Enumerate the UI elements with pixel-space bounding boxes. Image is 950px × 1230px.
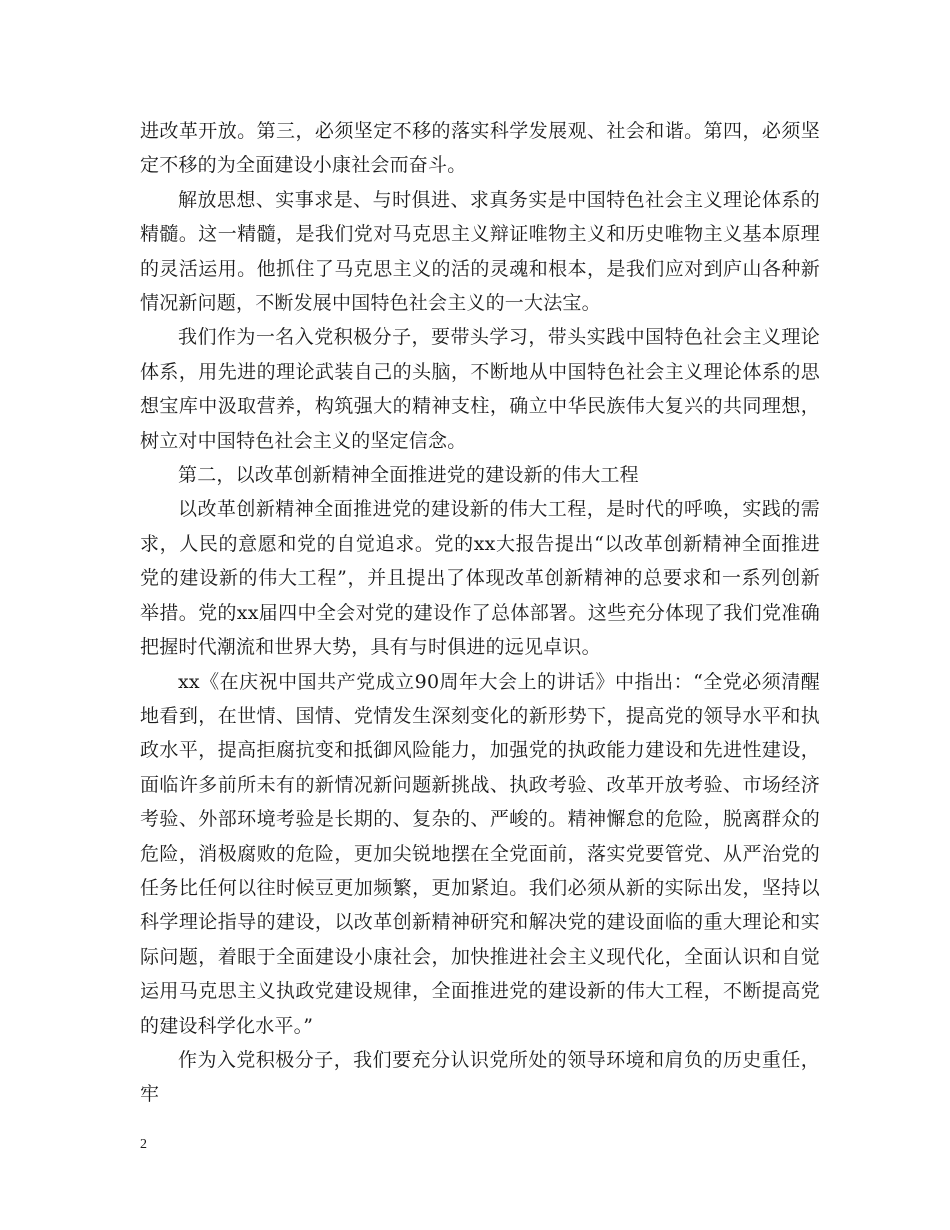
paragraph-5: xx《在庆祝中国共产党成立90周年大会上的讲话》中指出：“全党必须清醒地看到，在世情、国情、党情发生深刻变化的新形势下，提高党的领导水平和执政水平，提高拒腐抗变和抵御风险能力，加强党的执政能力建设和先进性建设，面临许多前所未有的新情况新问题新挑战、执政考验、改革开放考验、市场经济考验、外部环境考验是长期的、复杂的、严峻的。精神懈怠的危险，脱离群众的危险，消极腐败的危险，更加尖锐地摆在全党面前，落实党要管党、从严治党的任务比任何以往时候豆更加频繁，更加紧迫。我们必须从新的实际出发，坚持以科学理论指导的建设，以改革创新精神研究和解决党的建设面临的重大理论和实际问题，着眼于全面建设小康社会，加快推进社会主义现代化，全面认识和自觉运用马克思主义执政党建设规律，全面推进党的建设新的伟大工程，不断提高党的建设科学化水平。”: [140, 670, 820, 1037]
page-number: 2: [140, 1137, 147, 1152]
paragraph-4: 以改革创新精神全面推进党的建设新的伟大工程，是时代的呼唤，实践的需求，人民的意愿和党的自觉追求。党的xx大报告提出“以改革创新精神全面推进党的建设新的伟大工程”，并且提出了体现改革创新精神的总要求和一系列创新举措。党的xx届四中全会对党的建设作了总体部署。这些充分体现了我们党准确把握时代潮流和世界大势，具有与时俱进的远见卓识。: [140, 498, 820, 659]
paragraph-6: 作为入党积极分子，我们要充分认识党所处的领导环境和肩负的历史重任，牢: [140, 1048, 820, 1106]
paragraph-1: 进改革开放。第三，必须坚定不移的落实科学发展观、社会和谐。第四，必须坚定不移的为全面建设小康社会而奋斗。: [140, 120, 820, 177]
paragraph-3: 我们作为一名入党积极分子，要带头学习，带头实践中国特色社会主义理论体系，用先进的理论武装自己的头脑，不断地从中国特色社会主义理论体系的思想宝库中汲取营养，构筑强大的精神支柱，确立中华民族伟大复兴的共同理想，树立对中国特色社会主义的坚定信念。: [140, 326, 820, 452]
section-heading: 第二，以改革创新精神全面推进党的建设新的伟大工程: [178, 464, 639, 487]
document-body: [140, 114, 820, 1112]
paragraph-2: 解放思想、实事求是、与时俱进、求真务实是中国特色社会主义理论体系的精髓。这一精髓，是我们党对马克思主义辩证唯物主义和历史唯物主义基本原理的灵活运用。他抓住了马克思主义的活的灵魂和根本，是我们应对到庐山各种新情况新问题，不断发展中国特色社会主义的一大法宝。: [140, 188, 820, 315]
